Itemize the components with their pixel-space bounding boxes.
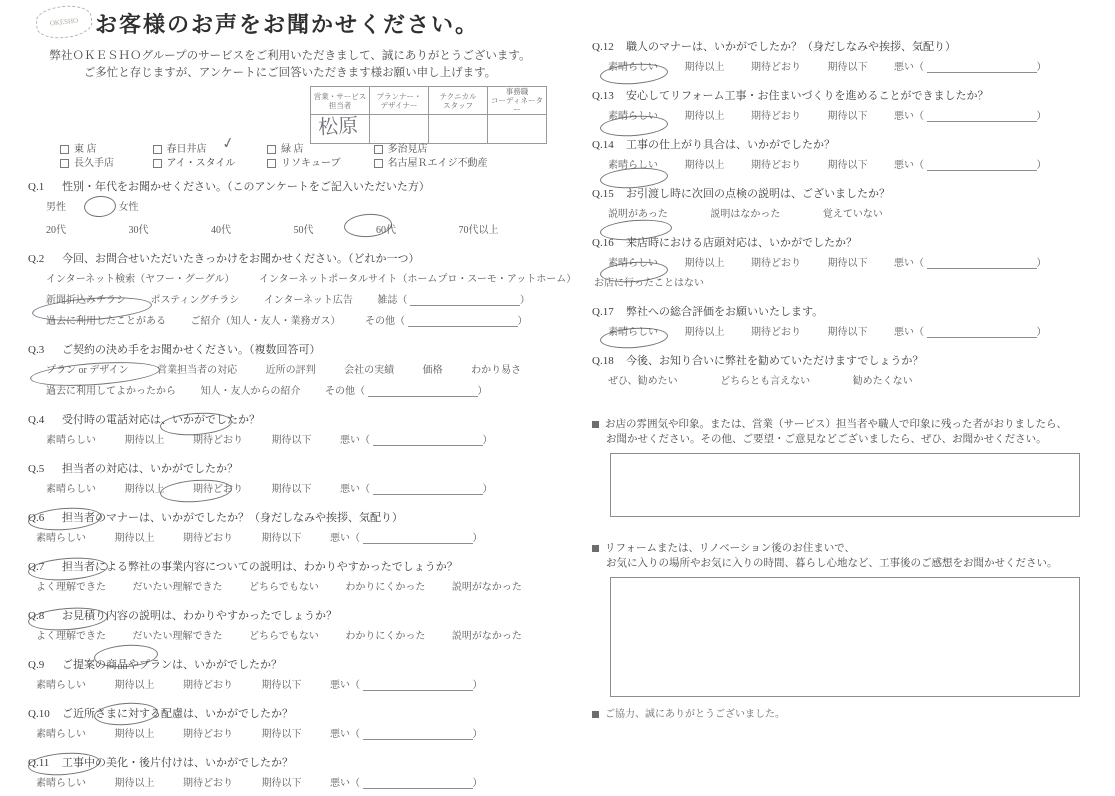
staff-header-cell: 営業・サービス 担当者 [311,87,370,115]
header-lead-line2: ご多忙と存じますが、アンケートにご回答いただきます様お願い申し上げます。 [83,67,497,79]
free-comment-textarea-2[interactable] [610,577,1080,697]
question-number: Q.2 [28,253,45,265]
option-row [46,361,588,376]
option-60s[interactable]: 60代 [376,225,396,236]
question-q6 [28,509,588,544]
option-excellent[interactable]: 素晴らしい [46,484,96,495]
option-above[interactable]: 期待以上 [124,435,165,446]
option-as-expected[interactable]: 期待どおり [193,484,243,495]
question-title [28,754,588,770]
option-not-explained[interactable]: 説明はなかった [710,209,781,220]
checkbox-icon[interactable] [153,145,162,154]
option-30s[interactable]: 30代 [128,225,149,236]
question-text: お見積り内容の説明は、わかりやすかったでしょうか？ [62,610,337,622]
option-above[interactable]: 期待以上 [684,327,725,338]
question-number: Q.17 [592,306,614,318]
question-number: Q.5 [28,463,45,475]
header-lead-line1: 弊社ＯＫＥＳＨＯグループのサービスをご利用いただきまして、誠にありがとうございます。 [49,50,531,62]
question-q10 [28,705,588,740]
paren-close: ） [482,435,493,446]
shop-option-tajimi[interactable] [374,140,428,155]
paren-close: ） [472,778,483,789]
question-text: 安心してリフォーム工事・お住まいづくりを進めることができましたか？ [626,90,989,102]
option-below[interactable]: 期待以下 [261,729,302,740]
option-below[interactable]: 期待以下 [827,327,868,338]
option-other[interactable]: その他（ [365,316,405,327]
option-row [46,221,588,236]
option-as-expected[interactable]: 期待どおり [751,111,801,122]
question-number: Q.4 [28,414,45,426]
free-comment-lead-line2: お聞かせください。その他、ご要望・ご意見などございましたら、ぜひ、お聞かせください。 [606,434,1047,445]
option-above[interactable]: 期待以上 [684,111,725,122]
paren-close: ） [482,484,493,495]
write-in-line[interactable] [373,485,483,495]
option-bad[interactable]: 悪い（ [330,533,360,544]
option-row [46,382,588,397]
staff-header-cell: プランナー・ デザイナー [370,87,429,115]
write-in-line[interactable] [927,112,1037,122]
option-row [36,774,588,789]
question-text: 性別・年代をお聞かせください。（このアンケートをご記入いただいた方） [62,181,430,193]
option-male[interactable]: 男性 [46,202,66,213]
option-excellent[interactable]: 素晴らしい [608,327,658,338]
option-row [36,627,588,642]
paren-close: ） [519,295,530,306]
checkbox-icon[interactable] [267,159,276,168]
option-bad[interactable]: 悪い（ [330,729,360,740]
square-bullet-icon [592,421,599,428]
option-excellent[interactable]: 素晴らしい [36,778,86,789]
free-comment-lead-line1: お店の雰囲気や印象。または、営業（サービス）担当者や職人で印象に残った者がおりましたら、 [605,419,1067,430]
shop-label: 緑 店 [281,144,304,155]
option-posting-flyer[interactable]: ポスティングチラシ [150,295,240,306]
option-row [36,578,588,593]
option-below[interactable]: 期待以下 [271,484,312,495]
question-title [592,303,1102,319]
option-magazine[interactable]: 雑誌（ [377,295,408,306]
shop-option-nagoya-r-age[interactable] [374,154,488,169]
option-row [36,676,588,691]
option-row [46,312,588,327]
option-below[interactable]: 期待以下 [827,258,868,269]
paren-close: ） [1036,327,1047,338]
option-below[interactable]: 期待以下 [261,680,302,691]
option-bad[interactable]: 悪い（ [894,258,924,269]
option-excellent[interactable]: 素晴らしい [46,435,96,446]
question-title [28,250,588,266]
question-number: Q.9 [28,659,45,671]
write-in-line[interactable] [368,387,478,397]
question-number: Q.16 [592,237,614,249]
question-title [592,38,1102,54]
paren-close: ） [1036,62,1047,73]
shop-option-istyle[interactable] [153,154,239,169]
question-number: Q.1 [28,181,45,193]
question-q5 [28,460,588,495]
shop-label: リソキューブ [281,158,341,169]
question-text: ご契約の決め手をお聞かせください。（複数回答可） [62,344,321,356]
option-dont-remember[interactable]: 覚えていない [822,209,883,220]
question-text: ご近所さまに対する配慮は、いかがでしたか？ [62,708,293,720]
option-portal-site[interactable]: インターネットポータルサイト（ホームプロ・スーモ・アットホーム） [259,274,577,285]
write-in-line[interactable] [408,317,518,327]
question-text: 担当者のマナーは、いかがでしたか？（身だしなみや挨拶、気配り） [62,512,403,524]
question-text: 受付時の電話対応は、いかがでしたか？ [62,414,260,426]
option-excellent[interactable]: 素晴らしい [36,729,86,740]
shop-option-resocube[interactable] [267,154,345,169]
question-text: 職人のマナーは、いかがでしたか？（身だしなみや挨拶、気配り） [626,41,956,53]
shop-label: 名古屋Ｒエイジ不動産 [387,158,488,169]
shop-label: 春日井店 [166,144,207,155]
question-q9 [28,656,588,691]
question-q13 [592,87,1102,122]
option-as-expected[interactable]: 期待どおり [751,160,801,171]
checkbox-icon[interactable] [267,145,276,154]
option-row [608,323,1102,338]
question-q11 [28,754,588,789]
question-text: 工事の仕上がり具合は、いかがでしたか？ [626,139,835,151]
handwritten-check-mark: ✓ [220,134,237,154]
question-number: Q.7 [28,561,45,573]
option-understood-somewhat[interactable]: だいたい理解できた [132,631,223,642]
option-explained[interactable]: 説明があった [608,209,668,220]
question-title [28,460,588,476]
option-above[interactable]: 期待以上 [114,729,155,740]
free-comment-textarea-1[interactable] [610,453,1080,517]
option-row [36,529,588,544]
option-hard-to-understand[interactable]: わかりにくかった [345,631,426,642]
write-in-line[interactable] [363,779,473,789]
write-in-line[interactable] [373,436,483,446]
option-below[interactable]: 期待以下 [261,778,302,789]
write-in-line[interactable] [363,681,473,691]
question-title [592,185,1102,201]
question-number: Q.8 [28,610,45,622]
option-as-expected[interactable]: 期待どおり [183,729,233,740]
option-bad[interactable]: 悪い（ [340,484,370,495]
option-row [608,254,1102,269]
option-50s[interactable]: 50代 [293,225,314,236]
write-in-line[interactable] [363,534,473,544]
option-below[interactable]: 期待以下 [827,160,868,171]
option-neutral[interactable]: どちらでもない [249,582,319,593]
shop-checkbox-group [60,140,514,168]
option-other[interactable]: その他（ [325,386,365,397]
option-row [46,431,588,446]
option-excellent[interactable]: 素晴らしい [608,160,658,171]
free-comment-block-2 [592,541,1102,697]
option-track-record[interactable]: 会社の実績 [344,365,395,376]
option-row [608,372,1102,387]
question-text: 担当者による弊社の事業内容についての説明は、わかりやすかったでしょうか？ [62,561,458,573]
paren-close: ） [1036,111,1047,122]
question-text: 今後、お知り合いに弊社を勧めていただけますでしょうか？ [626,355,924,367]
option-as-expected[interactable]: 期待どおり [751,327,801,338]
option-bad[interactable]: 悪い（ [894,160,924,171]
option-as-expected[interactable]: 期待どおり [183,680,233,691]
option-understood-well[interactable]: よく理解できた [36,631,106,642]
option-row [608,58,1102,73]
page-title: お客様のお声をお聞かせください。 [95,12,480,37]
option-above[interactable]: 期待以上 [684,258,725,269]
question-title [28,178,588,194]
footer-thanks [592,705,1102,720]
shop-label: アイ・スタイル [166,158,236,169]
option-above[interactable]: 期待以上 [114,778,155,789]
question-title [592,87,1102,103]
question-title [28,705,588,721]
option-no-explanation[interactable]: 説明がなかった [451,631,522,642]
option-female[interactable]: 女性 [118,202,139,213]
question-number: Q.3 [28,344,45,356]
option-as-expected[interactable]: 期待どおり [183,533,233,544]
checkbox-icon[interactable] [153,159,162,168]
footer-thanks-text: ご協力、誠にありがとうございました。 [605,709,785,720]
free-comment-lead [592,417,1102,447]
question-text: お引渡し時に次回の点検の説明は、ございましたか？ [626,188,890,200]
shop-label: 長久手店 [74,158,114,169]
option-clarity[interactable]: わかり易さ [471,365,522,376]
question-text: 工事中の美化・後片付けは、いかがでしたか？ [62,757,293,769]
handwritten-staff-name: 松原 [317,114,359,140]
write-in-line[interactable] [410,296,520,306]
option-plan-design[interactable]: プラン or デザイン [46,365,129,376]
question-text: 担当者の対応は、いかがでしたか？ [62,463,238,475]
question-number: Q.15 [592,188,614,200]
option-neutral[interactable]: どちらでもない [249,631,319,642]
option-sales-response[interactable]: 営業担当者の対応 [157,365,238,376]
question-q7 [28,558,588,593]
shop-option-midori[interactable] [267,140,345,155]
paren-close: ） [1036,258,1047,269]
option-no-explanation[interactable]: 説明がなかった [451,582,522,593]
question-title [592,234,1102,250]
question-title [28,607,588,623]
option-understood-somewhat[interactable]: だいたい理解できた [132,582,223,593]
option-as-expected[interactable]: 期待どおり [751,62,801,73]
shop-option-nagakute[interactable] [60,154,124,169]
option-row [36,725,588,740]
option-row [46,480,588,495]
paren-close: ） [1036,160,1047,171]
question-q4 [28,411,588,446]
option-good-before[interactable]: 過去に利用してよかったから [46,386,176,397]
question-number: Q.10 [28,708,50,720]
option-never-visited[interactable]: お店に行ったことはない [594,278,704,289]
question-title [28,656,588,672]
header-lead [40,48,540,82]
option-bad[interactable]: 悪い（ [894,111,924,122]
option-price[interactable]: 価格 [422,365,443,376]
question-title [592,136,1102,152]
write-in-line[interactable] [927,63,1037,73]
free-comment-lead-line2: お気に入りの場所やお気に入りの時間、暮らし心地など、工事後のご感想をお聞かせください。 [606,558,1058,569]
checkbox-icon[interactable] [60,159,69,168]
option-excellent[interactable]: 素晴らしい [608,62,658,73]
option-excellent[interactable]: 素晴らしい [608,111,658,122]
question-number: Q.13 [592,90,614,102]
checkbox-icon[interactable] [374,145,383,154]
question-title [28,341,588,357]
question-number: Q.14 [592,139,614,151]
write-in-line[interactable] [363,730,473,740]
question-title [28,411,588,427]
option-above[interactable]: 期待以上 [684,62,725,73]
option-used-before[interactable]: 過去に利用したことがある [46,316,166,327]
option-40s[interactable]: 40代 [211,225,231,236]
paren-close: ） [472,680,483,691]
questions-left-column [28,178,588,791]
option-bad[interactable]: 悪い（ [330,778,360,789]
checkbox-icon[interactable] [374,159,383,168]
option-above[interactable]: 期待以上 [114,680,155,691]
option-internet-ad[interactable]: インターネット広告 [263,295,353,306]
questions-right-column [592,38,1102,720]
option-row [46,198,588,213]
shop-row-2 [60,154,514,168]
paren-close: ） [477,386,488,397]
option-below[interactable]: 期待以下 [261,533,302,544]
option-above[interactable]: 期待以上 [114,533,155,544]
question-title [592,352,1102,368]
question-q15 [592,185,1102,220]
option-referral[interactable]: ご紹介（知人・友人・業務ガス） [190,316,341,327]
question-q3 [28,341,588,397]
question-title [28,509,588,525]
free-comment-lead [592,541,1102,571]
free-comment-block-1 [592,417,1102,517]
option-local-reputation[interactable]: 近所の評判 [265,365,316,376]
question-q12 [592,38,1102,73]
question-q8 [28,607,588,642]
paren-close: ） [472,729,483,740]
option-bad[interactable]: 悪い（ [894,62,924,73]
question-number: Q.11 [28,757,50,769]
option-row [594,274,1102,289]
shop-option-higashi[interactable] [60,140,124,155]
option-as-expected[interactable]: 期待どおり [751,258,801,269]
paren-close: ） [472,533,483,544]
option-below[interactable]: 期待以下 [827,62,868,73]
question-number: Q.12 [592,41,614,53]
question-q17 [592,303,1102,338]
staff-header-cell: 事務職 コーディネーター [488,87,547,115]
question-q1 [28,178,588,236]
option-as-expected[interactable]: 期待どおり [193,435,243,446]
option-newspaper-flyer[interactable]: 新聞折込みチラシ [46,295,126,306]
square-bullet-icon [592,545,599,552]
write-in-line[interactable] [927,161,1037,171]
option-row [608,107,1102,122]
checkbox-icon[interactable] [60,145,69,154]
option-friend-referral[interactable]: 知人・友人からの紹介 [200,386,301,397]
option-as-expected[interactable]: 期待どおり [183,778,233,789]
option-excellent[interactable]: 素晴らしい [36,533,86,544]
question-title [28,558,588,574]
option-bad[interactable]: 悪い（ [340,435,370,446]
question-text: 今回、お問合せいただいたきっかけをお聞かせください。（どれか一つ） [62,253,420,265]
company-stamp: OKESHO [34,3,93,41]
question-q16 [592,234,1102,289]
question-text: ご提案の商品やプランは、いかがでしたか？ [62,659,282,671]
option-row [608,156,1102,171]
shop-label: 多治見店 [387,144,428,155]
write-in-line[interactable] [927,328,1037,338]
option-above[interactable]: 期待以上 [124,484,165,495]
option-excellent[interactable]: 素晴らしい [36,680,86,691]
question-number: Q.6 [28,512,45,524]
option-row [608,205,1102,220]
option-understood-well[interactable]: よく理解できた [36,582,106,593]
write-in-line[interactable] [927,259,1037,269]
option-internet-search[interactable]: インターネット検索（ヤフー・グーグル） [46,274,235,285]
question-text: 弊社への総合評価をお願いいたします。 [626,306,824,318]
staff-header-cell: テクニカル スタッフ [429,87,488,115]
option-neutral[interactable]: どちらとも言えない [720,376,811,387]
option-below[interactable]: 期待以下 [827,111,868,122]
question-number: Q.18 [592,355,614,367]
shop-label: 東 店 [74,144,97,155]
free-comment-lead-line1: リフォームまたは、リノベーション後のお住まいで、 [605,543,856,554]
option-bad[interactable]: 悪い（ [330,680,360,691]
shop-row-1 [60,140,514,154]
option-not-recommend[interactable]: 勧めたくない [852,376,913,387]
option-excellent[interactable]: 素晴らしい [608,258,658,269]
option-70s-plus[interactable]: 70代以上 [458,225,499,236]
paren-close: ） [517,316,528,327]
option-row [46,270,588,285]
option-row [46,291,588,306]
square-bullet-icon [592,711,599,718]
question-q2 [28,250,588,327]
option-recommend[interactable]: ぜひ、勧めたい [608,376,678,387]
option-20s[interactable]: 20代 [46,225,66,236]
option-above[interactable]: 期待以上 [684,160,725,171]
option-hard-to-understand[interactable]: わかりにくかった [345,582,426,593]
question-text: 来店時における店頭対応は、いかがでしたか？ [626,237,857,249]
option-below[interactable]: 期待以下 [271,435,312,446]
question-q14 [592,136,1102,171]
question-q18 [592,352,1102,387]
option-bad[interactable]: 悪い（ [894,327,924,338]
